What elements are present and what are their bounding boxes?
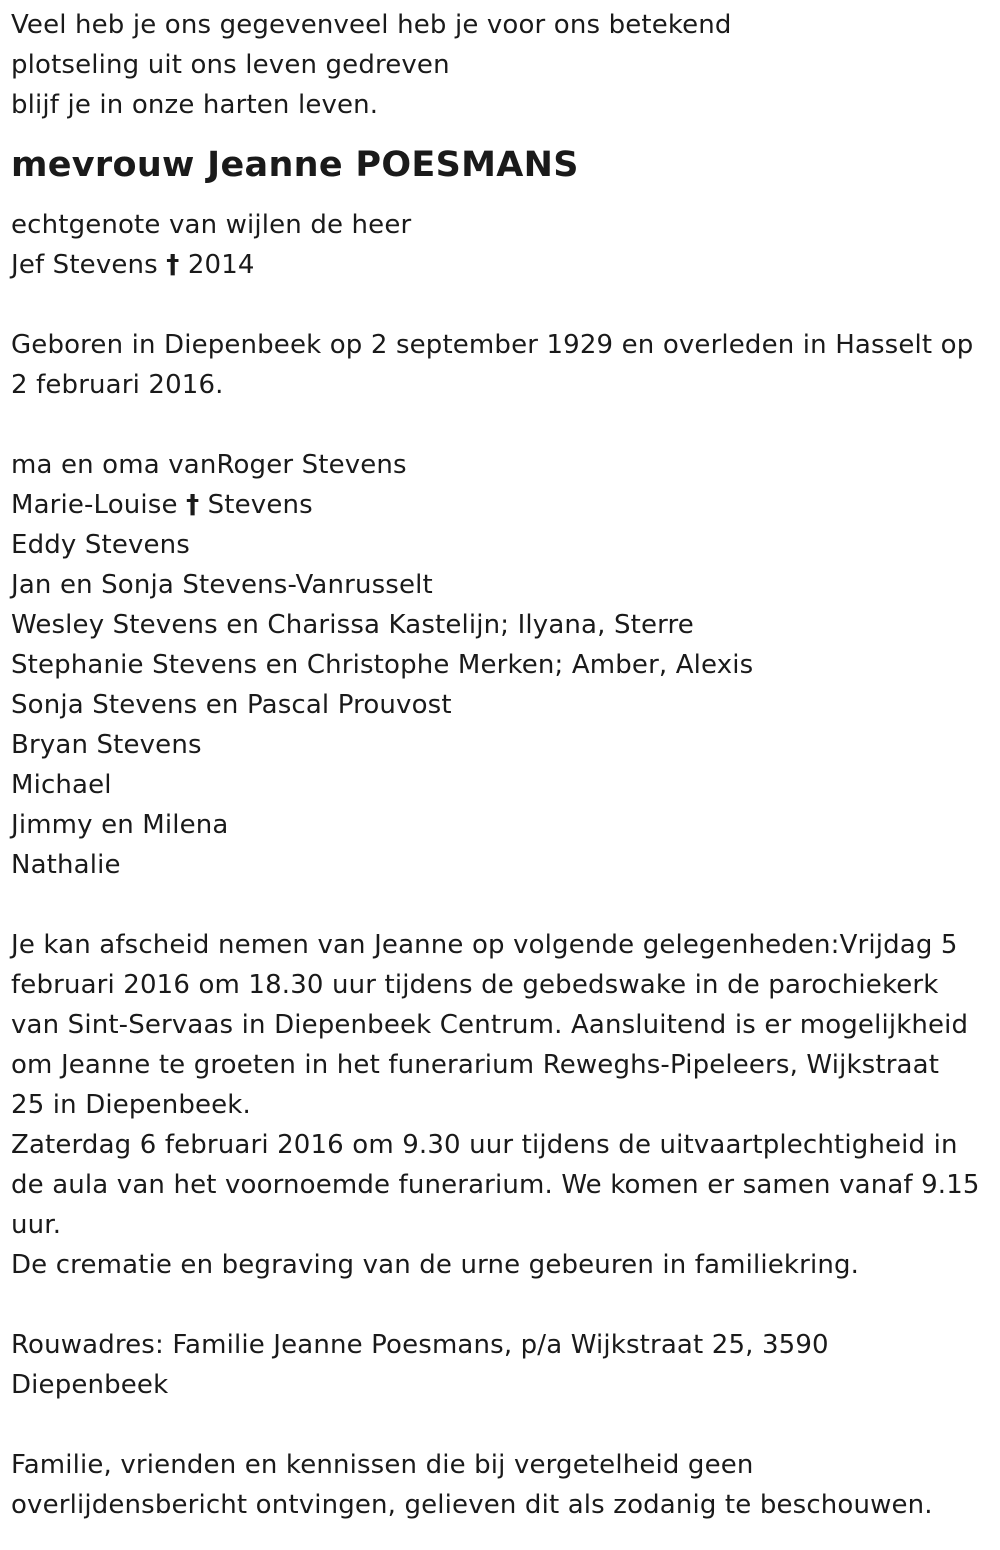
spacer (11, 1405, 988, 1445)
farewell-line: De crematie en begraving van de urne gebeuren in familiekring. (11, 1250, 860, 1280)
family-member: Nathalie (11, 850, 121, 880)
farewell-line: 25 in Diepenbeek. (11, 1090, 251, 1120)
closing-section (11, 1445, 988, 1525)
birth-death-section (11, 325, 988, 405)
spouse-line (11, 245, 988, 285)
farewell-line: uur. (11, 1210, 62, 1240)
family-member: Stephanie Stevens en Christophe Merken; Amber, Alexis (11, 650, 754, 680)
farewell-line: Je kan afscheid nemen van Jeanne op volgende gelegenheden:Vrijdag 5 (11, 930, 958, 960)
family-member: Jan en Sonja Stevens-Vanrusselt (11, 570, 433, 600)
address-line: Rouwadres: Familie Jeanne Poesmans, p/a Wijkstraat 25, 3590 (11, 1330, 829, 1360)
poem-line: Veel heb je ons gegevenveel heb je voor ons betekend (11, 10, 732, 40)
family-member-first: Marie-Louise (11, 490, 178, 520)
closing-line: Familie, vrienden en kennissen die bij vergetelheid geen (11, 1450, 754, 1480)
spouse-intro: echtgenote van wijlen de heer (11, 210, 412, 240)
family-intro: ma en oma vanRoger Stevens (11, 450, 407, 480)
family-section (11, 445, 988, 885)
spouse-section (11, 205, 988, 285)
address-line: Diepenbeek (11, 1370, 169, 1400)
birth-death-line: 2 februari 2016. (11, 370, 224, 400)
spacer (11, 1285, 988, 1325)
spouse-death-year: 2014 (187, 250, 255, 280)
farewell-line: om Jeanne te groeten in het funerarium Reweghs-Pipeleers, Wijkstraat (11, 1050, 940, 1080)
family-member: Sonja Stevens en Pascal Prouvost (11, 690, 452, 720)
birth-death-line: Geboren in Diepenbeek op 2 september 1929 en overleden in Hasselt op (11, 330, 974, 360)
spouse-name: Jef Stevens (11, 250, 158, 280)
poem-line: blijf je in onze harten leven. (11, 90, 379, 120)
family-member: Jimmy en Milena (11, 810, 229, 840)
address-section (11, 1325, 988, 1405)
farewell-line: van Sint-Servaas in Diepenbeek Centrum. Aansluitend is er mogelijkheid (11, 1010, 969, 1040)
family-member: Wesley Stevens en Charissa Kastelijn; Ilyana, Sterre (11, 610, 694, 640)
spacer (11, 405, 988, 445)
farewell-line: februari 2016 om 18.30 uur tijdens de gebedswake in de parochiekerk (11, 970, 939, 1000)
farewell-line: de aula van het voornoemde funerarium. We komen er samen vanaf 9.15 (11, 1170, 980, 1200)
family-member: Michael (11, 770, 112, 800)
family-member: Bryan Stevens (11, 730, 202, 760)
closing-line: overlijdensbericht ontvingen, gelieven dit als zodanig te beschouwen. (11, 1490, 933, 1520)
poem (11, 5, 988, 125)
family-member: Eddy Stevens (11, 530, 190, 560)
poem-line: plotseling uit ons leven gedreven (11, 50, 450, 80)
deceased-name: mevrouw Jeanne POESMANS (11, 145, 579, 185)
cross-icon: † (186, 490, 200, 520)
cross-icon: † (166, 250, 180, 280)
farewell-line: Zaterdag 6 februari 2016 om 9.30 uur tijdens de uitvaartplechtigheid in (11, 1130, 958, 1160)
spacer (11, 885, 988, 925)
family-member (11, 485, 988, 525)
family-member-last: Stevens (207, 490, 313, 520)
spacer (11, 285, 988, 325)
farewell-section (11, 925, 988, 1285)
